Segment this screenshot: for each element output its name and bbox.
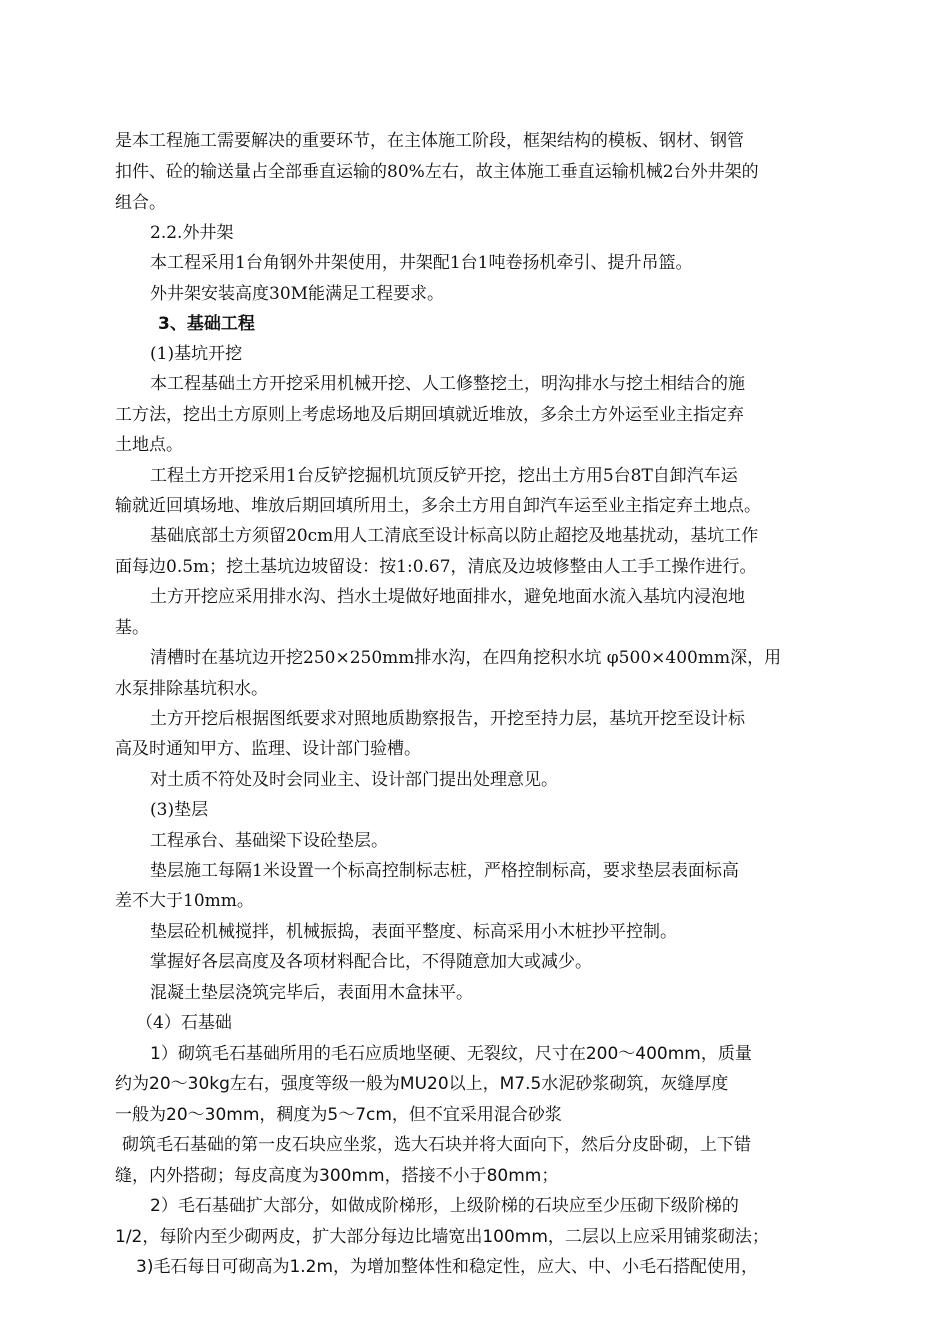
paragraph-line: 工程承台、基础梁下设砼垫层。 <box>150 831 388 851</box>
paragraph-line: 土方开挖后根据图纸要求对照地质勘察报告，开挖至持力层，基坑开挖至设计标 <box>150 709 745 729</box>
paragraph-line: 土地点。 <box>115 435 183 455</box>
paragraph-line: 一般为20～30mm，稠度为5～7cm，但不宜采用混合砂浆 <box>115 1105 562 1125</box>
paragraph-line: 垫层施工每隔1米设置一个标高控制标志桩，严格控制标高，要求垫层表面标高 <box>150 861 739 881</box>
section-heading: 2.2.外井架 <box>150 223 234 243</box>
paragraph-line: 掌握好各层高度及各项材料配合比，不得随意加大或减少。 <box>150 952 592 972</box>
paragraph-line: 水泵排除基坑积水。 <box>115 679 268 699</box>
paragraph-line: 工方法，挖出土方原则上考虑场地及后期回填就近堆放，多余土方外运至业主指定弃 <box>115 405 744 425</box>
paragraph-line: 砌筑毛石基础的第一皮石块应坐浆，选大石块并将大面向下，然后分皮卧砌，上下错 <box>122 1135 751 1155</box>
paragraph-line: 混凝土垫层浇筑完毕后，表面用木盒抹平。 <box>150 983 473 1003</box>
paragraph-line: 对土质不符处及时会同业主、设计部门提出处理意见。 <box>150 770 558 790</box>
paragraph-line: 输就近回填场地、堆放后期回填所用土，多余土方用自卸汽车运至业主指定弃土地点。 <box>115 496 761 516</box>
paragraph-line: 是本工程施工需要解决的重要环节，在主体施工阶段，框架结构的模板、钢材、钢管 <box>115 131 744 151</box>
paragraph-line: 基础底部土方须留20cm用人工清底至设计标高以防止超挖及地基扰动，基坑工作 <box>150 526 759 546</box>
paragraph-line: 土方开挖应采用排水沟、挡水土堤做好地面排水，避免地面水流入基坑内浸泡地 <box>150 587 745 607</box>
paragraph-line: 约为20～30kg左右，强度等级一般为MU20以上，M7.5水泥砂浆砌筑，灰缝厚度 <box>115 1074 729 1094</box>
paragraph-line: 垫层砼机械搅拌，机械振捣，表面平整度、标高采用小木桩抄平控制。 <box>150 922 677 942</box>
paragraph-line: 面每边0.5m；挖土基坑边坡留设：按1:0.67，清底及边坡修整由人工手工操作进行。 <box>115 557 757 577</box>
paragraph-line: 3)毛石每日可砌高为1.2m，为增加整体性和稳定性，应大、中、小毛石搭配使用， <box>136 1257 759 1277</box>
paragraph-line: 2）毛石基础扩大部分，如做成阶梯形，上级阶梯的石块应至少压砌下级阶梯的 <box>150 1196 739 1216</box>
paragraph-line: 外井架安装高度30M能满足工程要求。 <box>150 284 445 304</box>
paragraph-line: 扣件、砼的输送量占全部垂直运输的80%左右，故主体施工垂直运输机械2台外井架的 <box>115 162 759 182</box>
sub-heading: (3)垫层 <box>150 800 209 820</box>
sub-heading: （4）石基础 <box>136 1013 232 1033</box>
paragraph-line: 本工程采用1台角钢外井架使用，井架配1台1吨卷扬机牵引、提升吊篮。 <box>150 253 693 273</box>
paragraph-line: 组合。 <box>115 193 166 213</box>
paragraph-line: 差不大于10mm。 <box>115 891 254 911</box>
paragraph-line: 1）砌筑毛石基础所用的毛石应质地坚硬、无裂纹，尺寸在200～400mm，质量 <box>150 1044 752 1064</box>
paragraph-line: 1/2，每阶内至少砌两皮，扩大部分每边比墙宽出100mm，二层以上应采用铺浆砌法； <box>115 1227 769 1247</box>
paragraph-line: 缝，内外搭砌；每皮高度为300mm，搭接不小于80mm； <box>115 1166 559 1186</box>
paragraph-line: 本工程基础土方开挖采用机械开挖、人工修整挖土，明沟排水与挖土相结合的施 <box>150 374 745 394</box>
paragraph-line: 清槽时在基坑边开挖250×250mm排水沟，在四角挖积水坑 φ500×400mm深，用 <box>150 648 782 668</box>
section-heading: 3、基础工程 <box>158 314 255 334</box>
paragraph-line: 基。 <box>115 618 149 638</box>
sub-heading: (1)基坑开挖 <box>150 344 243 364</box>
paragraph-line: 高及时通知甲方、监理、设计部门验槽。 <box>115 739 421 759</box>
paragraph-line: 工程土方开挖采用1台反铲挖掘机坑顶反铲开挖，挖出土方用5台8T自卸汽车运 <box>150 466 738 486</box>
